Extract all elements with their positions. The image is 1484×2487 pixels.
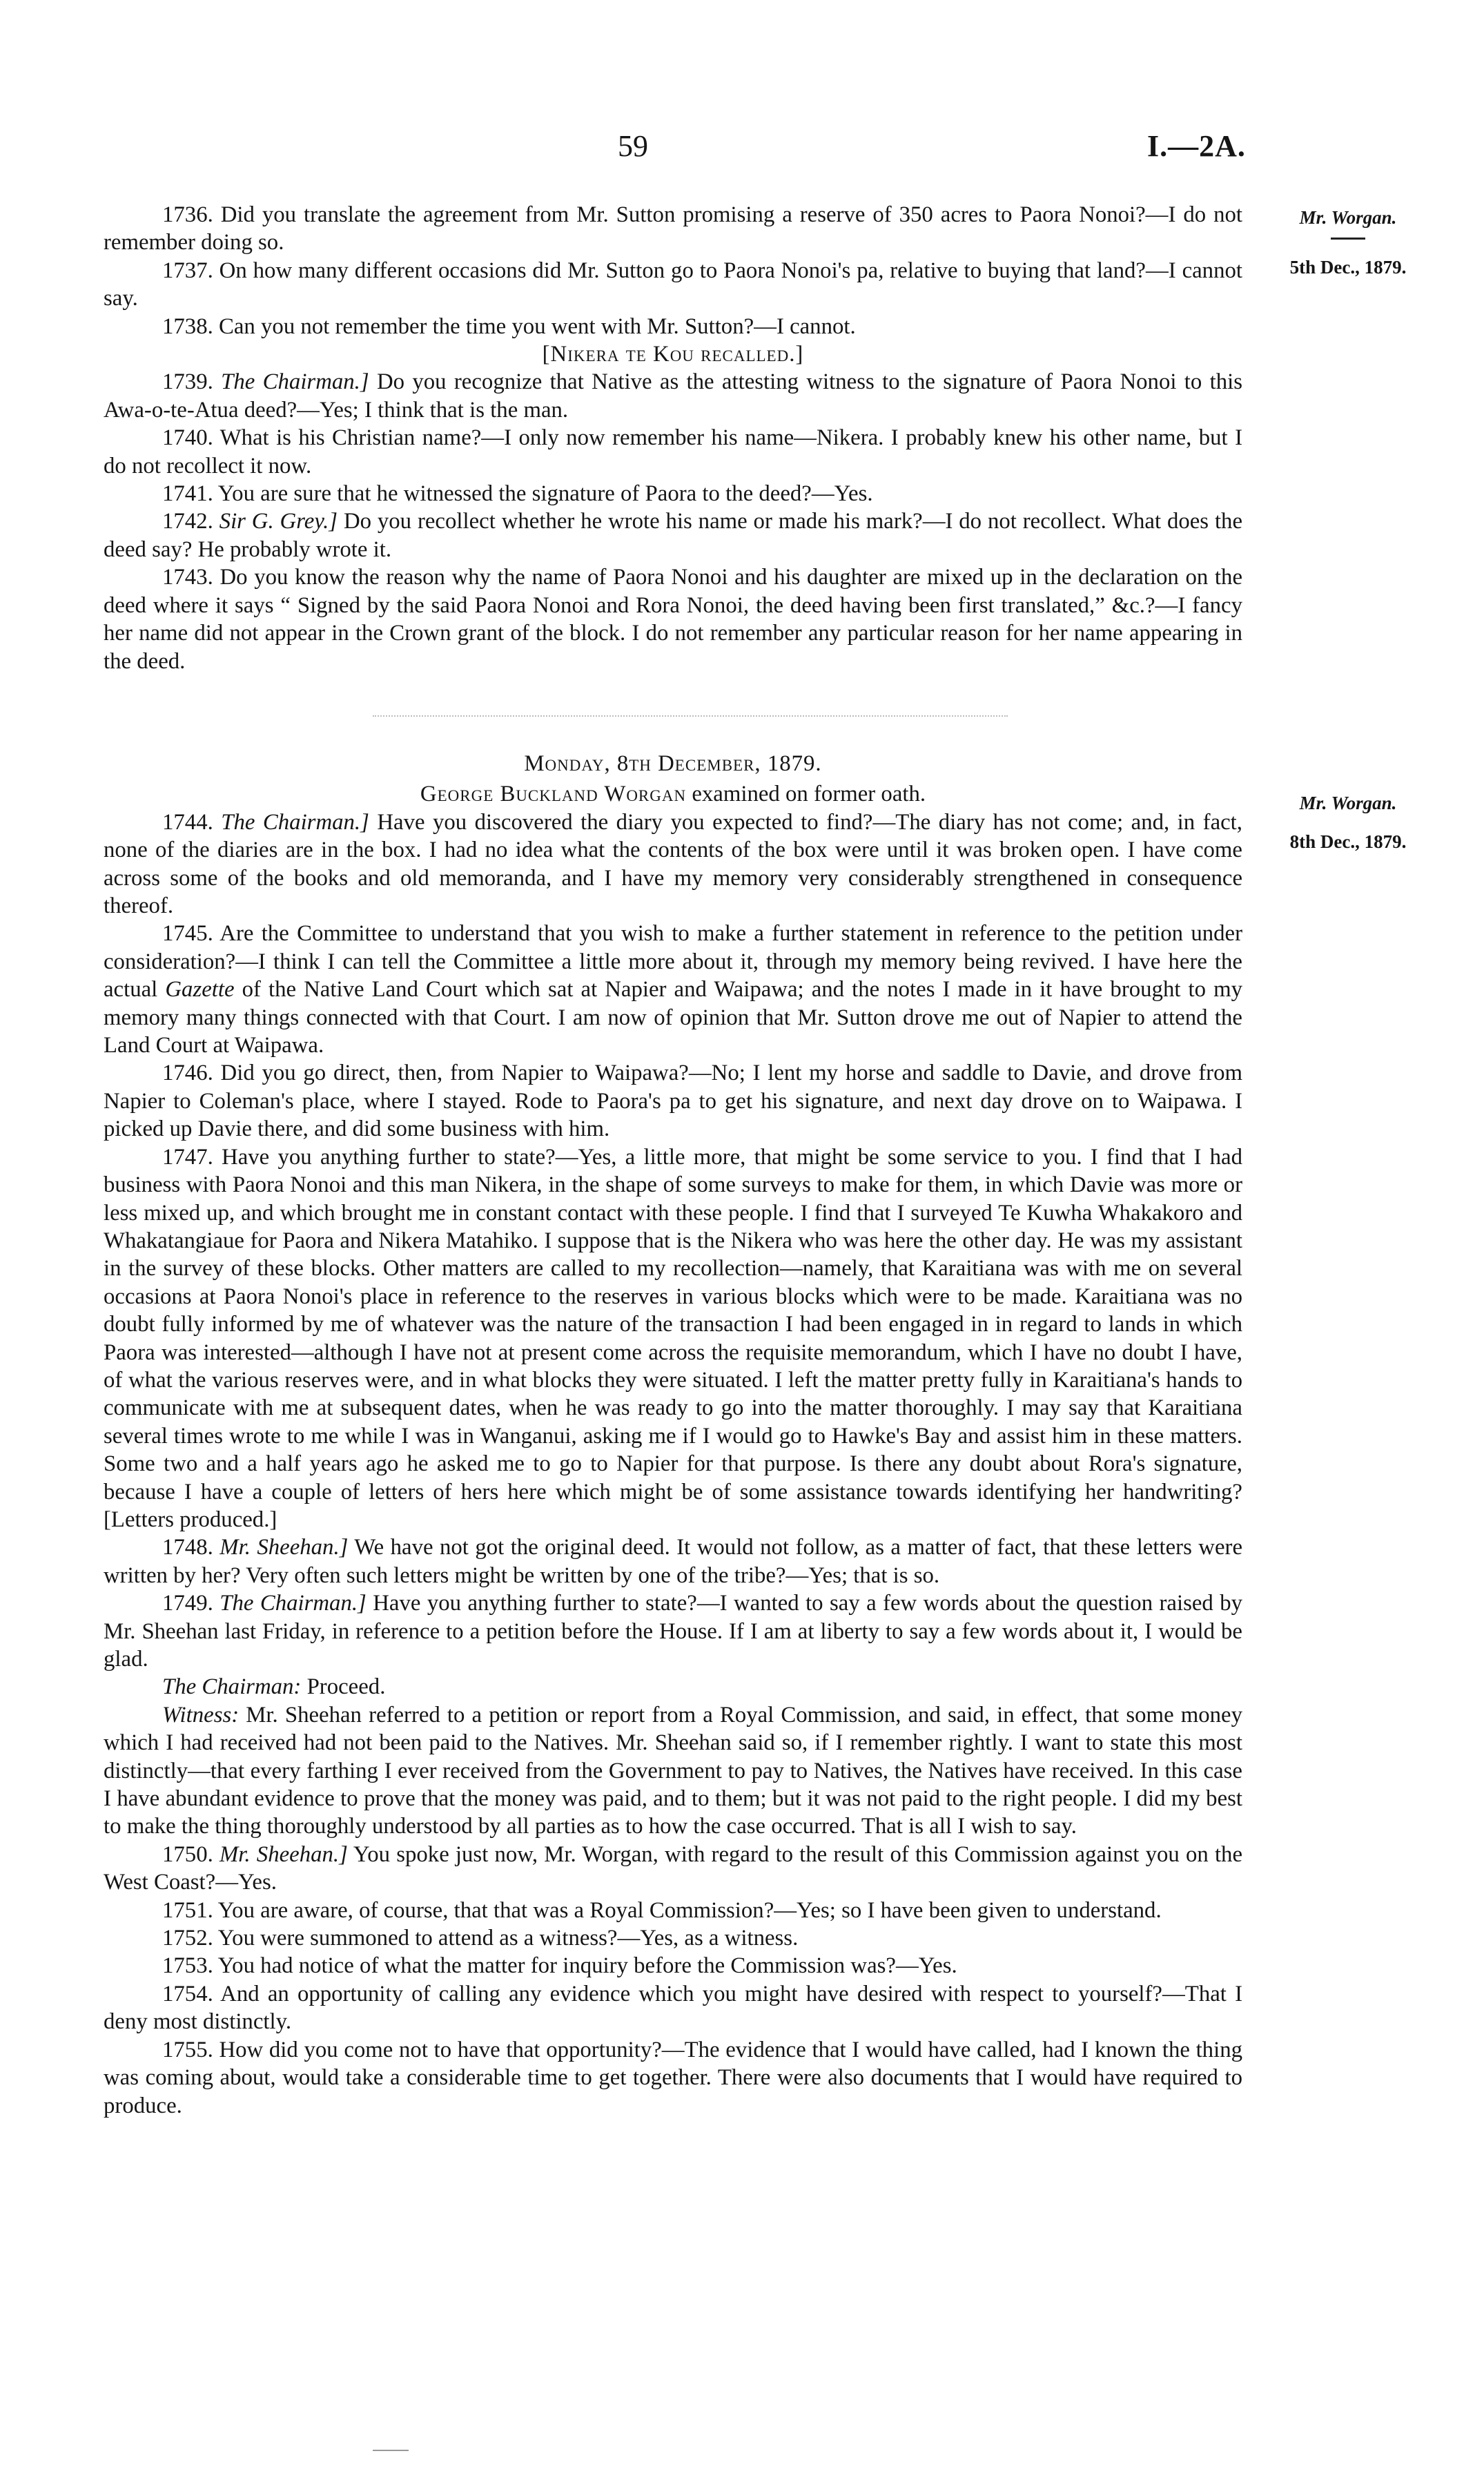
question-1739: 1739. The Chairman.] Do you recognize that Native as the attesting witness to the signature of Paora Nonoi to this Awa-o-te-Atua deed?—Yes; I think that is the man. <box>104 369 1243 423</box>
witness-statement: Witness: Mr. Sheehan referred to a petition or report from a Royal Commission, and said, in effect, that some money which I had received had not been paid to the Natives. Mr. Sheehan said so, if I remember rightly. I want to state this most distinctly—that every farthing I ever received from the Government to pay to Natives, the Natives have received. In this case I have abundant evidence to prove that the money was paid, and to them; but it was not paid to the right people. I did my best to make the thing thoroughly understood by all parties as to how the case occurred. That is all I wish to say. <box>104 1702 1243 1839</box>
margin-date-2: 8th Dec., 1879. <box>1289 831 1407 852</box>
document-reference: I.—2A. <box>1147 129 1246 163</box>
chairman-remark: The Chairman: Proceed. <box>162 1674 386 1700</box>
question-1742: 1742. Sir G. Grey.] Do you recollect whether he wrote his name or made his mark?—I do not recollect. What does the deed say? He probably wrote it. <box>104 509 1243 562</box>
margin-rule-1 <box>1331 238 1365 240</box>
question-1744: 1744. The Chairman.] Have you discovered the diary you expected to find?—The diary has not come; and, in fact, none of the diaries are in the box. I had no idea what the contents of the box were until it was broken open. I have come across some of the books and old memoranda, and I have my memory very considerably strengthened in consequence thereof. <box>104 809 1242 919</box>
margin-witness-name-1: Mr. Worgan. <box>1299 207 1397 228</box>
question-1751: 1751. You are aware, of course, that that was a Royal Commission?—Yes; so I have been given to understand. <box>162 1897 1162 1923</box>
sitting-date-heading: Monday, 8th December, 1879. <box>524 751 822 776</box>
recalled-note: [Nikera te Kou recalled.] <box>542 342 804 367</box>
question-1753: 1753. You had notice of what the matter for inquiry before the Commission was?—Yes. <box>162 1953 957 1979</box>
question-1741: 1741. You are sure that he witnessed the signature of Paora to the deed?—Yes. <box>162 481 873 507</box>
question-1750: 1750. Mr. Sheehan.] You spoke just now, Mr. Worgan, with regard to the result of this Commission against you on the West Coast?—Yes. <box>104 1841 1243 1895</box>
section-divider <box>373 715 1008 718</box>
page-number: 59 <box>618 129 648 163</box>
question-1747: 1747. Have you anything further to state?—Yes, a little more, that might be some service to you. I find that I had business with Paora Nonoi and this man Nikera, in the shape of some surveys to make for them, in which Davie was more or less mixed up, and which brought me in constant contact with these people. I find that I surveyed Te Kuwha Whakakoro and Whakatangiaue for Paora and Nikera Matahiko. I suppose that is the Nikera who was here the other day. He was my assistant in the survey of these blocks. Other matters are called to my recollection—namely, that Karaitiana was with me on several occasions at Paora Nonoi's place in reference to the reserves in various blocks which were to be made. Karaitiana was no doubt fully informed by me of whatever was the nature of the transaction I had been engaged in in regard to lands in which Paora was interested—although I have not at present come across the requisite memorandum, which I have no doubt I have, of what the various reserves were, and in what blocks they were situated. I left the matter pretty fully in Karaitiana's hands to communicate with me at subsequent dates, when he was ready to go into the matter thoroughly. I may say that Karaitiana several times wrote to me while I was in Wanganui, asking me if I would go to Hawke's Bay and assist him in these matters. Some two and a half years ago he asked me to go to Napier for that purpose. Is there any doubt about Rora's signature, because I have a couple of letters of hers here which might be of some assistance towards identifying her handwriting? [Letters produced.] <box>104 1144 1242 1532</box>
question-1749: 1749. The Chairman.] Have you anything further to state?—I wanted to say a few words about the question raised by Mr. Sheehan last Friday, in reference to a petition before the House. If I am at liberty to say a few words about it, I would be glad. <box>104 1591 1243 1672</box>
evidence-section-2 <box>104 750 1242 2120</box>
question-1755: 1755. How did you come not to have that opportunity?—The evidence that I would have called, had I known the thing was coming about, would take a considerable time to get together. There were also documents that I would have required to produce. <box>104 2037 1242 2118</box>
question-1748: 1748. Mr. Sheehan.] We have not got the original deed. It would not follow, as a matter of fact, that these letters were written by her? Very often such letters might be written by one of the tribe?—Yes; that is so. <box>104 1535 1242 1588</box>
question-1740: 1740. What is his Christian name?—I only now remember his name—Nikera. I probably knew his other name, but I do not recollect it now. <box>104 425 1242 478</box>
margin-witness-name-2: Mr. Worgan. <box>1299 793 1397 813</box>
question-1738: 1738. Can you not remember the time you went with Mr. Sutton?—I cannot. <box>162 313 856 339</box>
question-1746: 1746. Did you go direct, then, from Napier to Waipawa?—No; I lent my horse and saddle to Davie, and drove from Napier to Coleman's place, where I stayed. Rode to Paora's pa to get his signature, and next day drove on to Waipawa. I picked up Davie there, and did some business with him. <box>104 1061 1242 1142</box>
question-1743: 1743. Do you know the reason why the name of Paora Nonoi and his daughter are mixed up in the declaration on the deed where it says “ Signed by the said Paora Nonoi and Rora Nonoi, the deed having been first translated,” &c.?—I fancy her name did not appear in the Crown grant of the block. I do not remember any particular reason for her name appearing in the deed. <box>104 565 1242 674</box>
question-1752: 1752. You were summoned to attend as a witness?—Yes, as a witness. <box>162 1926 799 1951</box>
question-1754: 1754. And an opportunity of calling any evidence which you might have desired with respect to yourself?—That I deny most distinctly. <box>104 1981 1242 2035</box>
footer-mark <box>373 2450 409 2451</box>
margin-date-1: 5th Dec., 1879. <box>1289 257 1407 278</box>
question-1737: 1737. On how many different occasions did Mr. Sutton go to Paora Nonoi's pa, relative to buying that land?—I cannot say. <box>104 258 1242 311</box>
evidence-section-1 <box>104 201 1242 675</box>
question-1736: 1736. Did you translate the agreement from Mr. Sutton promising a reserve of 350 acres to Paora Nonoi?—I do not remember doing so. <box>104 202 1242 255</box>
witness-heading: George Buckland Worgan examined on former oath. <box>420 782 926 807</box>
question-1745: 1745. Are the Committee to understand that you wish to make a further statement in reference to the petition under consideration?—I think I can tell the Committee a little more about it, through my memory being revived. I have here the actual Gazette of the Native Land Court which sat at Napier and Waipawa; and the notes I made in it have brought to my memory many things connected with that Court. I am now of opinion that Mr. Sutton drove me out of Napier to attend the Land Court at Waipawa. <box>104 921 1242 1058</box>
